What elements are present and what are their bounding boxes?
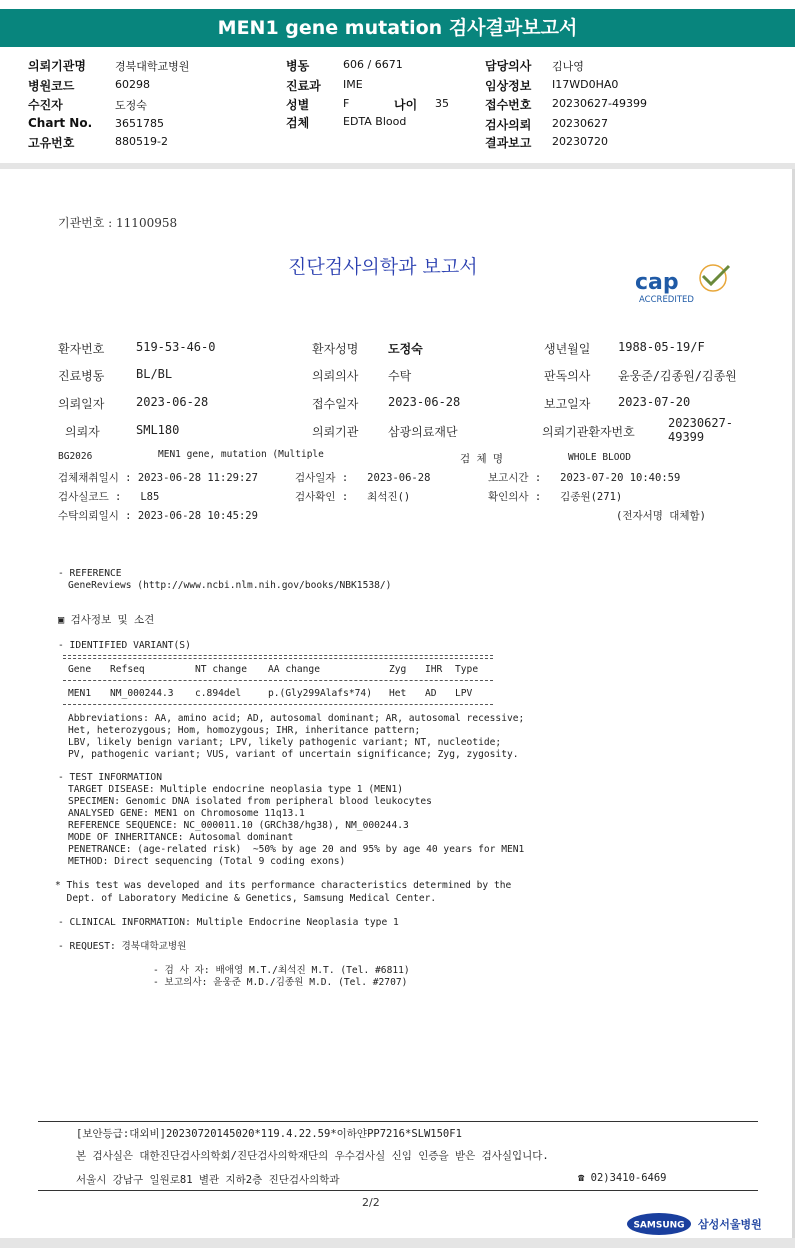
- specimen-label: 검체: [286, 116, 310, 130]
- cell-zyg: Het: [389, 688, 407, 699]
- lab-phone: ☎ 02)3410-6469: [578, 1172, 667, 1184]
- staff-reporter: - 보고의사: 윤웅준 M.D./김종원 M.D. (Tel. #2707): [153, 977, 408, 988]
- inst-patient-no-value-1: 20230627-: [668, 416, 734, 430]
- test-name: MEN1 gene, mutation (Multiple: [158, 449, 324, 460]
- cell-refseq: NM_000244.3: [110, 688, 174, 699]
- requester-label: 의뢰자: [65, 425, 100, 439]
- cap-accredited-logo: [633, 262, 733, 306]
- dash-line: [63, 655, 493, 656]
- test-info-line-2: SPECIMEN: Genomic DNA isolated from peripheral blood leukocytes: [68, 796, 432, 807]
- test-info-line-5: MODE OF INHERITANCE: Autosomal dominant: [68, 832, 294, 843]
- col-nt-change: NT change: [195, 664, 247, 675]
- requester-value: SML180: [136, 423, 180, 437]
- doctor-label: 담당의사: [485, 59, 532, 73]
- collect-time: 검체채취일시 : 2023-06-28 11:29:27: [58, 472, 258, 484]
- footer-top-line: [38, 1121, 758, 1122]
- institution-number: 기관번호 : 11100958: [58, 216, 178, 230]
- hospital-name: 삼성서울병원: [698, 1218, 762, 1231]
- specimen-name-value: WHOLE BLOOD: [568, 452, 631, 463]
- receipt-no-value: 20230627-49399: [552, 97, 647, 110]
- cap-word: cap: [635, 270, 679, 295]
- clinical-info-value: I17WD0HA0: [552, 78, 619, 91]
- clinical-info-label: 임상정보: [485, 79, 532, 93]
- bottom-band: [0, 1238, 795, 1248]
- test-info-line-1: TARGET DISEASE: Multiple endocrine neoplasia type 1 (MEN1): [68, 784, 404, 795]
- req-institution-label: 의뢰기관: [312, 425, 359, 439]
- separator-band: [0, 163, 795, 169]
- patient-name-label: 환자성명: [312, 342, 359, 356]
- samsung-logo: [626, 1212, 692, 1236]
- dash-line: [63, 680, 493, 681]
- receipt-no-label: 접수번호: [485, 98, 532, 112]
- header-info: [0, 54, 795, 159]
- result-report-value: 20230720: [552, 135, 608, 148]
- staff-tester: - 검 사 자: 배애영 M.T./최석진 M.T. (Tel. #6811): [153, 965, 410, 976]
- certification-text: 본 검사실은 대한진단검사의학회/진단검사의학재단의 우수검사실 신임 인증을 받은 검사실입니다.: [76, 1150, 549, 1162]
- note-line-2: Dept. of Laboratory Medicine & Genetics, Samsung Medical Center.: [55, 893, 437, 904]
- report-time: 보고시간 : 2023-07-20 10:40:59: [488, 472, 681, 484]
- test-info-line-6: PENETRANCE: (age-related risk) ~50% by age 20 and 95% by age 40 years for MEN1: [68, 844, 525, 855]
- birth-label: 생년월일: [544, 342, 591, 356]
- col-ihr: IHR: [425, 664, 443, 675]
- checker: 검사확인 : 최석진(): [295, 491, 411, 503]
- ward2-value: BL/BL: [136, 367, 173, 381]
- request-info: - REQUEST: 경북대학교병원: [58, 941, 187, 952]
- cell-aa-change: p.(Gly299Alafs*74): [268, 688, 372, 699]
- req-institution-value: 삼광의료재단: [388, 425, 458, 439]
- col-type: Type: [455, 664, 479, 675]
- inst-patient-no-label: 의뢰기관환자번호: [542, 425, 635, 439]
- col-gene: Gene: [68, 664, 92, 675]
- ward-label: 병동: [286, 59, 310, 73]
- receipt-date-value: 2023-06-28: [388, 395, 461, 409]
- requesting-institution-value: 경북대학교병원: [115, 60, 190, 73]
- abbrev-line-4: PV, pathogenic variant; VUS, variant of uncertain significance; Zyg, zygosity.: [68, 749, 519, 760]
- test-info-line-4: REFERENCE SEQUENCE: NC_000011.10 (GRCh38/hg38), NM_000244.3: [68, 820, 409, 831]
- ward2-label: 진료병동: [58, 369, 105, 383]
- samsung-text: SAMSUNG: [633, 1220, 685, 1231]
- department-value: IME: [343, 78, 363, 91]
- unique-no-value: 880519-2: [115, 135, 168, 148]
- recipient-label: 수진자: [28, 98, 63, 112]
- test-code: BG2026: [58, 451, 93, 462]
- col-zyg: Zyg: [389, 664, 407, 675]
- receipt-date-label: 접수일자: [312, 397, 359, 411]
- cell-nt-change: c.894del: [195, 688, 242, 699]
- variants-heading: - IDENTIFIED VARIANT(S): [58, 640, 191, 651]
- test-request-label: 검사의뢰: [485, 118, 532, 132]
- test-info-line-7: METHOD: Direct sequencing (Total 9 coding exons): [68, 856, 346, 867]
- patient-no-label: 환자번호: [58, 342, 105, 356]
- reading-doctor-label: 판독의사: [544, 369, 591, 383]
- age-value: 35: [435, 97, 449, 110]
- dash-line: [63, 704, 493, 705]
- consign-time: 수탁의뢰일시 : 2023-06-28 10:45:29: [58, 510, 258, 522]
- test-info-heading: - TEST INFORMATION: [58, 772, 162, 783]
- cell-gene: MEN1: [68, 688, 92, 699]
- reading-doctor-value: 윤웅준/김종원/김종원: [618, 369, 737, 383]
- dash-line: [63, 658, 493, 659]
- chart-no-label: Chart No.: [28, 116, 93, 130]
- department-label: 진료과: [286, 79, 321, 93]
- esign-note: (전자서명 대체함): [616, 510, 706, 522]
- abbrev-line-3: LBV, likely benign variant; LPV, likely pathogenic variant; NT, nucleotide;: [68, 737, 502, 748]
- chart-no-value: 3651785: [115, 117, 164, 130]
- birth-value: 1988-05-19/F: [618, 340, 705, 354]
- ward-value: 606 / 6671: [343, 58, 403, 71]
- test-date: 검사일자 : 2023-06-28: [295, 472, 431, 484]
- report-title: 진단검사의학과 보고서: [288, 256, 478, 278]
- abbrev-line-2: Het, heterozygous; Hom, homozygous; IHR, inheritance pattern;: [68, 725, 421, 736]
- result-report-label: 결과보고: [485, 136, 532, 150]
- req-date-value: 2023-06-28: [136, 395, 209, 409]
- age-label: 나이: [394, 98, 418, 112]
- sex-value: F: [343, 97, 350, 110]
- test-info-line-3: ANALYSED GENE: MEN1 on Chromosome 11q13.1: [68, 808, 305, 819]
- note-line-1: * This test was developed and its performance characteristics determined by the: [55, 880, 512, 891]
- sex-label: 성별: [286, 98, 310, 112]
- security-code: [보안등급:대외비]20230720145020*119.4.22.59*이하얀PP7216*SLW150F1: [76, 1128, 462, 1140]
- cap-accredited: ACCREDITED: [639, 295, 694, 305]
- confirmer: 확인의사 : 김종원(271): [488, 491, 623, 503]
- cell-ihr: AD: [425, 688, 437, 699]
- lab-code: 검사실코드 : L85: [58, 491, 160, 503]
- cell-type: LPV: [455, 688, 473, 699]
- section-title: ▣ 검사정보 및 소견: [58, 614, 155, 626]
- req-date-label: 의뢰일자: [58, 397, 105, 411]
- specimen-name-label: 검 체 명: [460, 453, 504, 465]
- req-doctor-value: 수탁: [388, 369, 412, 383]
- col-refseq: Refseq: [110, 664, 145, 675]
- unique-no-label: 고유번호: [28, 136, 75, 150]
- col-aa-change: AA change: [268, 664, 320, 675]
- lab-address: 서울시 강남구 일원로81 별관 지하2층 진단검사의학과: [76, 1174, 340, 1186]
- report-date-value: 2023-07-20: [618, 395, 691, 409]
- abbrev-line-1: Abbreviations: AA, amino acid; AD, autosomal dominant; AR, autosomal recessive;: [68, 713, 525, 724]
- recipient-value: 도정숙: [115, 99, 147, 112]
- patient-name-value: 도정숙: [388, 342, 423, 356]
- hospital-code-value: 60298: [115, 78, 150, 91]
- requesting-institution-label: 의뢰기관명: [28, 59, 86, 73]
- specimen-value: EDTA Blood: [343, 115, 407, 128]
- report-date-label: 보고일자: [544, 397, 591, 411]
- page-number: 2/2: [362, 1196, 380, 1209]
- test-request-value: 20230627: [552, 117, 608, 130]
- inst-patient-no-value-2: 49399: [668, 430, 705, 444]
- report-header-title: MEN1 gene mutation 검사결과보고서: [0, 9, 795, 47]
- doctor-value: 김나영: [552, 60, 584, 73]
- req-doctor-label: 의뢰의사: [312, 369, 359, 383]
- clinical-information: - CLINICAL INFORMATION: Multiple Endocrine Neoplasia type 1: [58, 917, 399, 928]
- hospital-code-label: 병원코드: [28, 79, 75, 93]
- footer-bottom-line: [38, 1190, 758, 1191]
- reference-heading: - REFERENCE: [58, 568, 122, 579]
- reference-text: GeneReviews (http://www.ncbi.nlm.nih.gov/books/NBK1538/): [68, 580, 392, 591]
- patient-no-value: 519-53-46-0: [136, 340, 216, 354]
